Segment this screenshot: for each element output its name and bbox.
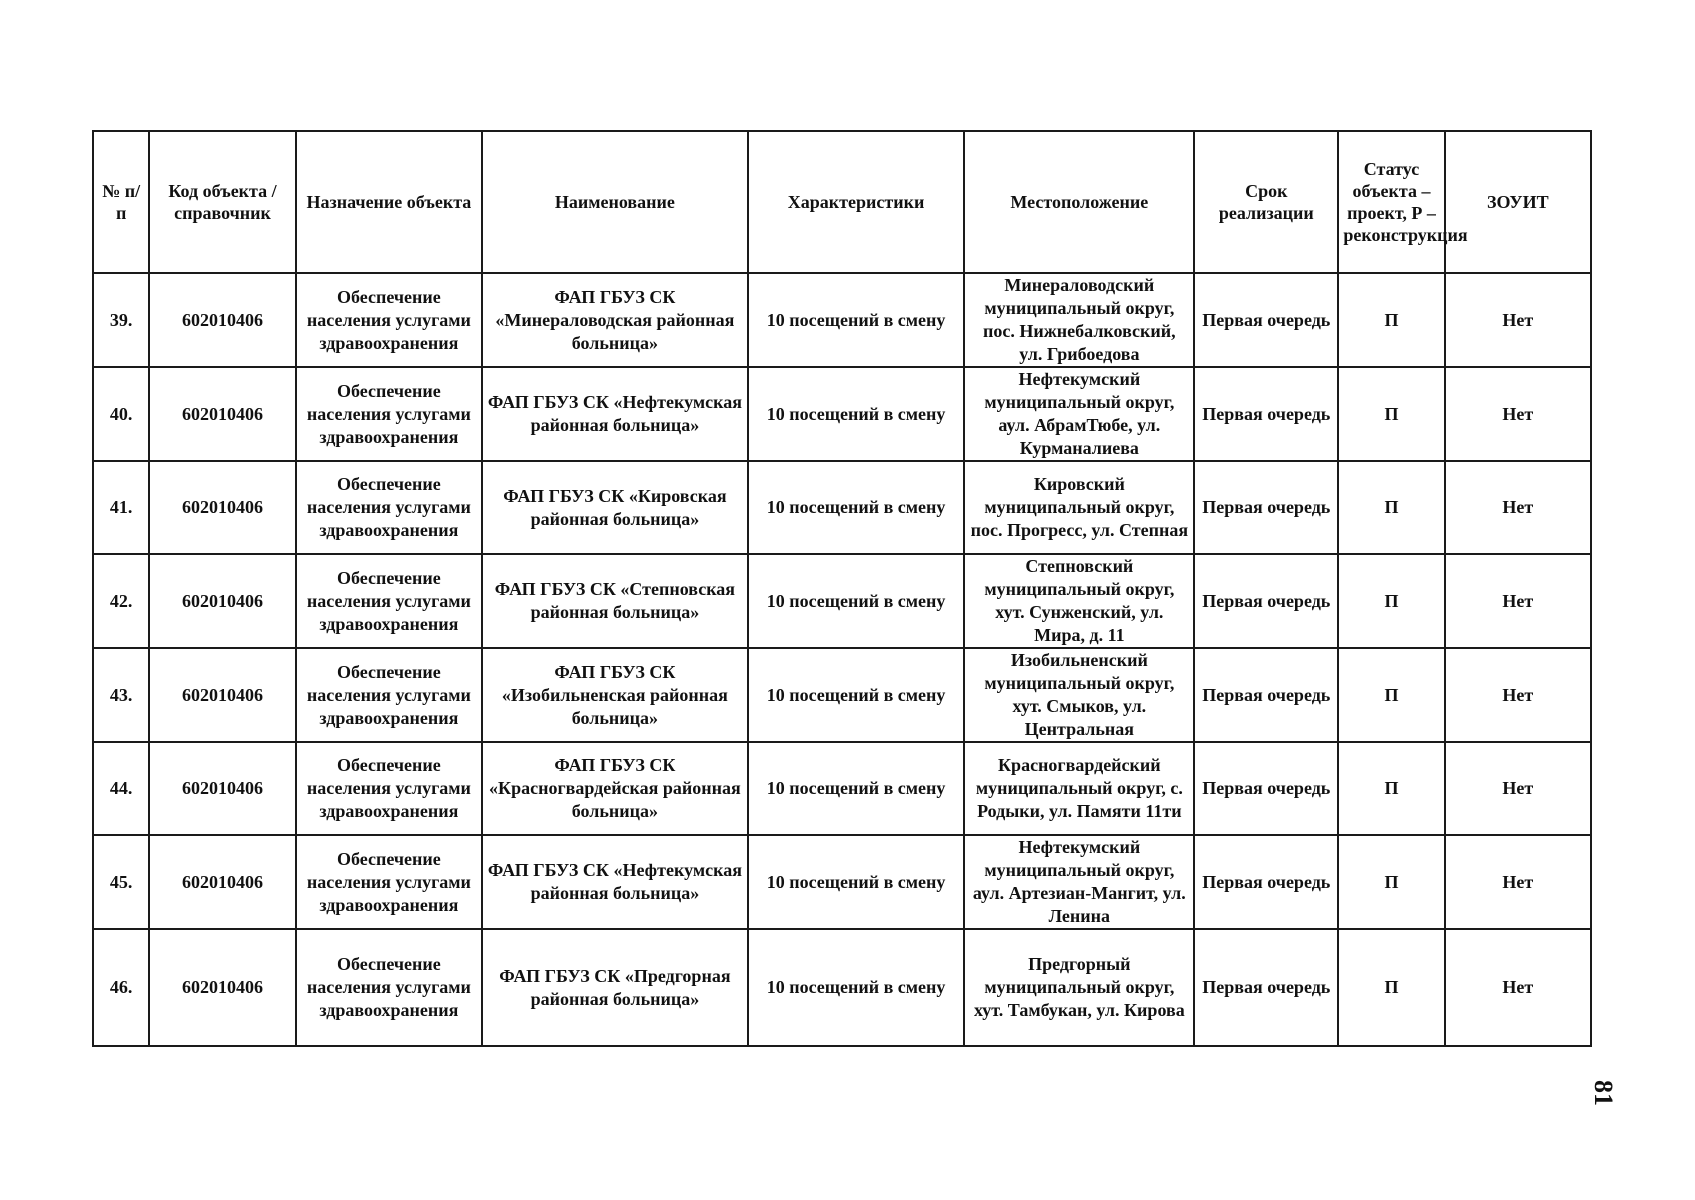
row-number: 41. bbox=[93, 461, 149, 554]
row-location: Кировский муниципальный округ, пос. Прогресс, ул. Степная bbox=[964, 461, 1194, 554]
row-characteristics: 10 посещений в смену bbox=[748, 461, 965, 554]
header-status: Статус объекта – проект, Р – реконструкция bbox=[1338, 131, 1444, 273]
table-row bbox=[93, 273, 1591, 367]
row-purpose: Обеспечение населения услугами здравоохранения bbox=[296, 648, 482, 742]
row-purpose: Обеспечение населения услугами здравоохранения bbox=[296, 742, 482, 835]
row-status: П bbox=[1338, 461, 1444, 554]
row-status: П bbox=[1338, 273, 1444, 367]
row-term: Первая очередь bbox=[1194, 648, 1338, 742]
header-purpose: Назначение объекта bbox=[296, 131, 482, 273]
row-code: 602010406 bbox=[149, 273, 295, 367]
table-row bbox=[93, 367, 1591, 461]
row-location: Минераловодский муниципальный округ, пос. Нижнебалковский, ул. Грибоедова bbox=[964, 273, 1194, 367]
row-code: 602010406 bbox=[149, 461, 295, 554]
row-purpose: Обеспечение населения услугами здравоохранения bbox=[296, 367, 482, 461]
row-name: ФАП ГБУЗ СК «Красногвардейская районная больница» bbox=[482, 742, 748, 835]
row-number: 42. bbox=[93, 554, 149, 648]
table-row bbox=[93, 835, 1591, 929]
row-name: ФАП ГБУЗ СК «Степновская районная больница» bbox=[482, 554, 748, 648]
row-status: П bbox=[1338, 835, 1444, 929]
row-code: 602010406 bbox=[149, 835, 295, 929]
row-number: 44. bbox=[93, 742, 149, 835]
row-number: 45. bbox=[93, 835, 149, 929]
row-number: 40. bbox=[93, 367, 149, 461]
row-zouit: Нет bbox=[1445, 273, 1591, 367]
row-status: П bbox=[1338, 648, 1444, 742]
row-number: 46. bbox=[93, 929, 149, 1046]
table-row bbox=[93, 648, 1591, 742]
row-location: Степновский муниципальный округ, хут. Сунженский, ул. Мира, д. 11 bbox=[964, 554, 1194, 648]
row-name: ФАП ГБУЗ СК «Нефтекумская районная больница» bbox=[482, 367, 748, 461]
row-term: Первая очередь bbox=[1194, 835, 1338, 929]
row-characteristics: 10 посещений в смену bbox=[748, 273, 965, 367]
row-term: Первая очередь bbox=[1194, 461, 1338, 554]
row-name: ФАП ГБУЗ СК «Изобильненская районная больница» bbox=[482, 648, 748, 742]
row-status: П bbox=[1338, 929, 1444, 1046]
header-term: Срок реализации bbox=[1194, 131, 1338, 273]
row-name: ФАП ГБУЗ СК «Минераловодская районная больница» bbox=[482, 273, 748, 367]
table-header-row bbox=[93, 131, 1591, 273]
row-name: ФАП ГБУЗ СК «Нефтекумская районная больница» bbox=[482, 835, 748, 929]
row-term: Первая очередь bbox=[1194, 929, 1338, 1046]
header-name: Наименование bbox=[482, 131, 748, 273]
header-characteristics: Характеристики bbox=[748, 131, 965, 273]
row-location: Предгорный муниципальный округ, хут. Тамбукан, ул. Кирова bbox=[964, 929, 1194, 1046]
row-status: П bbox=[1338, 554, 1444, 648]
row-characteristics: 10 посещений в смену bbox=[748, 367, 965, 461]
row-characteristics: 10 посещений в смену bbox=[748, 648, 965, 742]
row-code: 602010406 bbox=[149, 648, 295, 742]
row-term: Первая очередь bbox=[1194, 367, 1338, 461]
row-purpose: Обеспечение населения услугами здравоохранения bbox=[296, 554, 482, 648]
row-characteristics: 10 посещений в смену bbox=[748, 554, 965, 648]
row-zouit: Нет bbox=[1445, 461, 1591, 554]
row-number: 43. bbox=[93, 648, 149, 742]
row-code: 602010406 bbox=[149, 554, 295, 648]
row-term: Первая очередь bbox=[1194, 554, 1338, 648]
row-name: ФАП ГБУЗ СК «Предгорная районная больница» bbox=[482, 929, 748, 1046]
row-status: П bbox=[1338, 367, 1444, 461]
row-location: Нефтекумский муниципальный округ, аул. АбрамТюбе, ул. Курманалиева bbox=[964, 367, 1194, 461]
row-characteristics: 10 посещений в смену bbox=[748, 742, 965, 835]
header-number: № п/п bbox=[93, 131, 149, 273]
row-status: П bbox=[1338, 742, 1444, 835]
table-row bbox=[93, 742, 1591, 835]
header-location: Местоположение bbox=[964, 131, 1194, 273]
row-term: Первая очередь bbox=[1194, 742, 1338, 835]
row-purpose: Обеспечение населения услугами здравоохранения bbox=[296, 461, 482, 554]
table-row bbox=[93, 554, 1591, 648]
row-zouit: Нет bbox=[1445, 648, 1591, 742]
table-row bbox=[93, 929, 1591, 1046]
table-row bbox=[93, 461, 1591, 554]
row-zouit: Нет bbox=[1445, 742, 1591, 835]
row-zouit: Нет bbox=[1445, 367, 1591, 461]
row-name: ФАП ГБУЗ СК «Кировская районная больница» bbox=[482, 461, 748, 554]
row-zouit: Нет bbox=[1445, 554, 1591, 648]
row-purpose: Обеспечение населения услугами здравоохранения bbox=[296, 835, 482, 929]
row-code: 602010406 bbox=[149, 742, 295, 835]
row-location: Красногвардейский муниципальный округ, с. Родыки, ул. Памяти 11ти bbox=[964, 742, 1194, 835]
header-zouit: ЗОУИТ bbox=[1445, 131, 1591, 273]
row-number: 39. bbox=[93, 273, 149, 367]
row-term: Первая очередь bbox=[1194, 273, 1338, 367]
page-number: 81 bbox=[1589, 1080, 1618, 1106]
objects-table bbox=[92, 130, 1592, 1047]
row-characteristics: 10 посещений в смену bbox=[748, 929, 965, 1046]
row-location: Изобильненский муниципальный округ, хут. Смыков, ул. Центральная bbox=[964, 648, 1194, 742]
row-code: 602010406 bbox=[149, 367, 295, 461]
row-characteristics: 10 посещений в смену bbox=[748, 835, 965, 929]
row-code: 602010406 bbox=[149, 929, 295, 1046]
row-zouit: Нет bbox=[1445, 929, 1591, 1046]
row-zouit: Нет bbox=[1445, 835, 1591, 929]
header-code: Код объекта / справочник bbox=[149, 131, 295, 273]
row-location: Нефтекумский муниципальный округ, аул. Артезиан-Мангит, ул. Ленина bbox=[964, 835, 1194, 929]
row-purpose: Обеспечение населения услугами здравоохранения bbox=[296, 273, 482, 367]
row-purpose: Обеспечение населения услугами здравоохранения bbox=[296, 929, 482, 1046]
